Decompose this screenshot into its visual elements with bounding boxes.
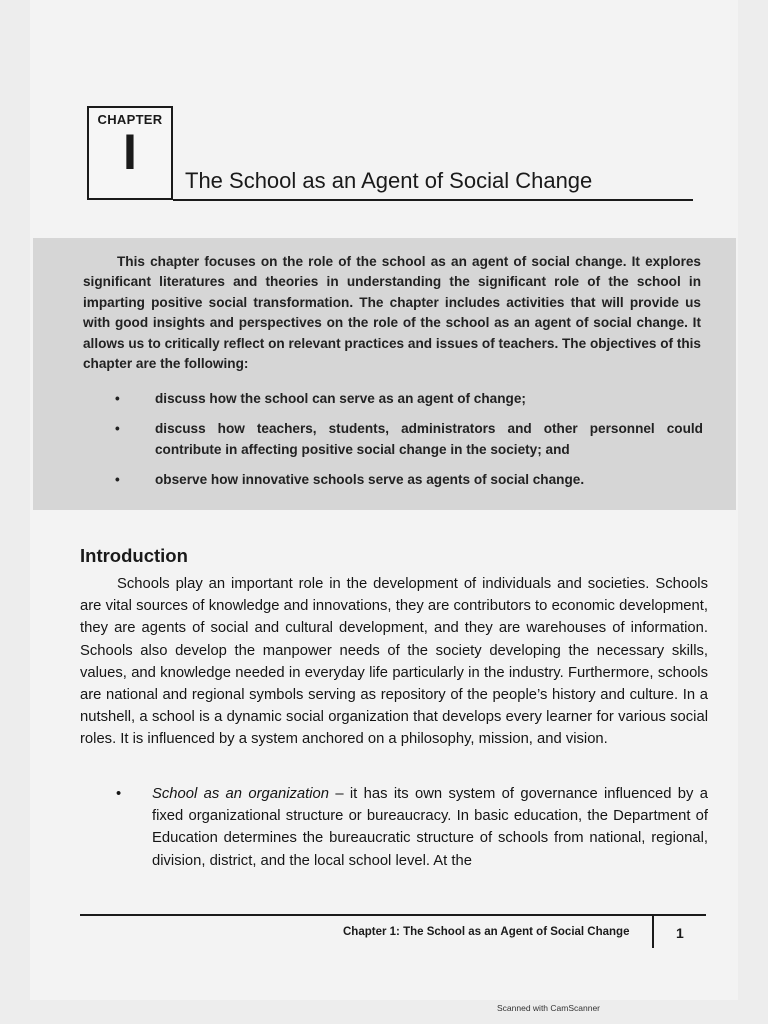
list-item-text: – it has its own system of governance influenced by a fixed organizational structure or bureaucracy. In basic education, the Department of Education determines the bureaucratic structure of schools from national, regional, division, district, and the local school level. At the <box>152 786 709 869</box>
objective-item <box>83 469 703 490</box>
bullet-icon: • <box>115 472 120 487</box>
chapter-number: I <box>123 124 137 180</box>
overview-paragraph: This chapter focuses on the role of the school as an agent of social change. It explores significant literatures and theories in understanding the significant role of the school in imparting positive social transformation. The chapter includes activities that will provide us with good insights and perspectives on the role of the school as an agent of social change. It allows us to critically reflect on relevant practices and issues of teachers. The objectives of this chapter are the following: <box>83 254 701 372</box>
footer-separator <box>652 914 654 948</box>
bullet-icon: • <box>116 786 122 802</box>
chapter-label: CHAPTER <box>97 112 163 127</box>
objective-text: discuss how the school can serve as an agent of change; <box>155 391 526 406</box>
list-item <box>80 783 708 872</box>
list-item-term: School as an organization <box>152 786 329 802</box>
objective-item <box>83 388 703 409</box>
title-rule <box>173 199 693 201</box>
overview-text <box>83 252 701 374</box>
bullet-icon: • <box>115 421 120 436</box>
page-number: 1 <box>676 925 684 941</box>
introduction-list <box>80 783 708 872</box>
bullet-icon: • <box>115 391 120 406</box>
introduction-paragraph: Schools play an important role in the development of individuals and societies. Schools are vital sources of knowledge and innovations, they are contributors to economic development, they are agents of social and cultural development, and they are warehouses of information. Schools also develop the manpower needs of the society developing the necessary skills, values, and knowledge needed in everyday life particularly in the industry. Furthermore, schools are national and regional symbols serving as repository of the people’s history and culture. In a nutshell, a school is a dynamic social organization that develops every learner for various social roles. It is influenced by a system anchored on a philosophy, mission, and vision. <box>80 576 708 748</box>
chapter-label-box <box>87 106 173 200</box>
running-footer: Chapter 1: The School as an Agent of Social Change <box>343 926 630 938</box>
objectives-list <box>83 388 703 499</box>
scanner-watermark: Scanned with CamScanner <box>497 1003 601 1013</box>
chapter-title: The School as an Agent of Social Change <box>185 168 593 193</box>
introduction-heading: Introduction <box>80 545 188 566</box>
objective-text: observe how innovative schools serve as agents of social change. <box>155 472 585 487</box>
objective-text: discuss how teachers, students, administrators and other personnel could contribute in affecting positive social change in the society; and <box>155 421 703 457</box>
introduction-body <box>80 573 708 751</box>
footer-rule <box>80 914 706 916</box>
objective-item <box>83 418 703 460</box>
